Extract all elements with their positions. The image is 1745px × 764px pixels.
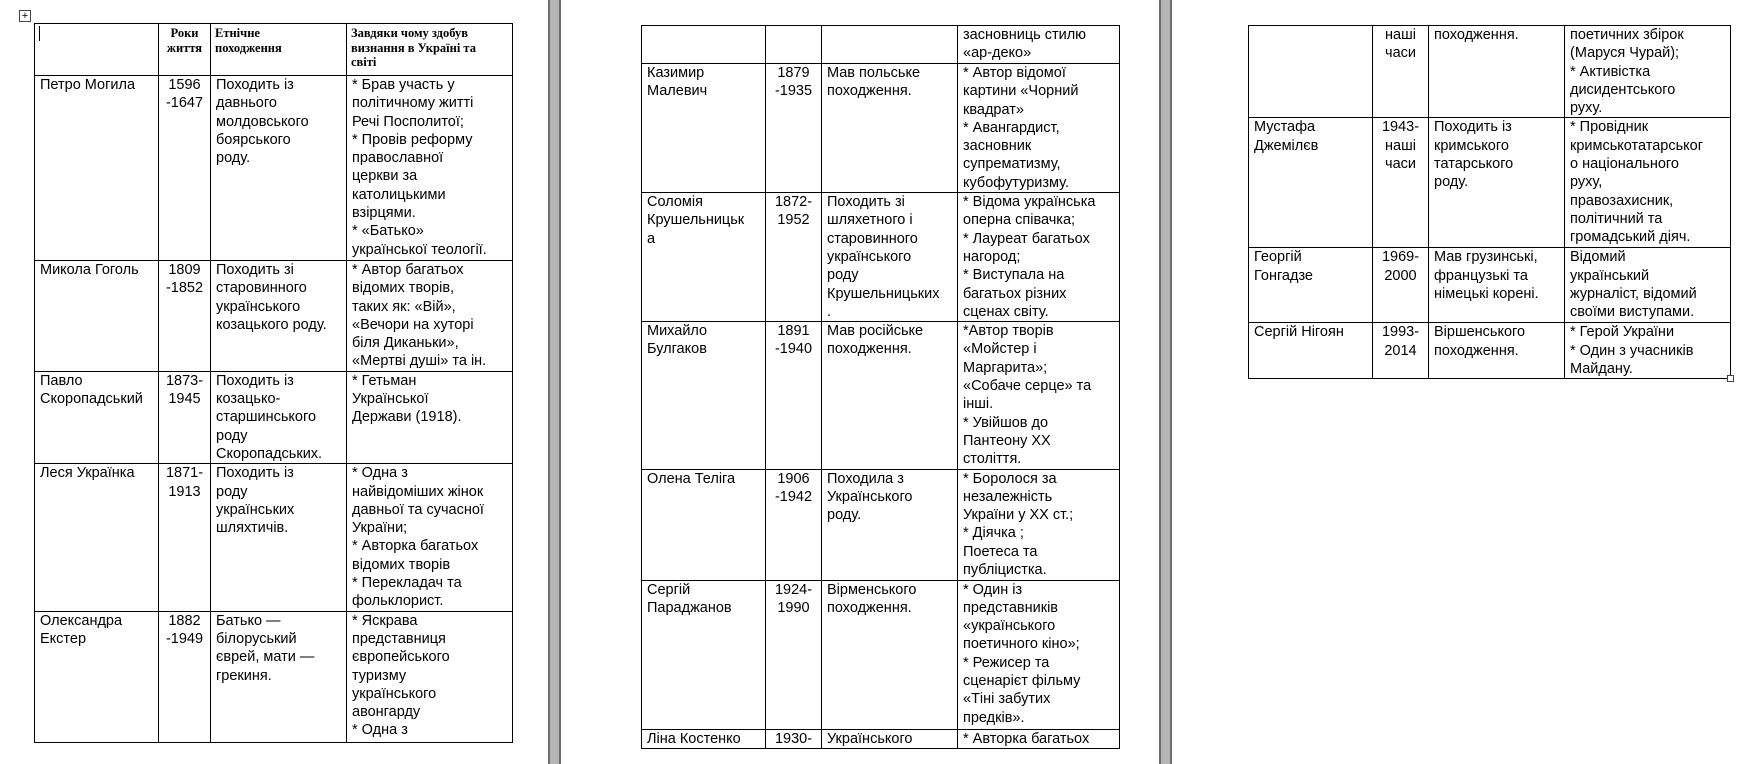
life-years: 1882 -1949 bbox=[159, 611, 211, 742]
achievements: * Одна з найвідоміших жінок давньої та сучасної України; * Авторка багатьох відомих творів * Перекладач та фольклорист. bbox=[347, 464, 513, 611]
life-years: 1809 -1852 bbox=[159, 261, 211, 372]
table-row bbox=[642, 322, 1120, 469]
person-name bbox=[1249, 26, 1373, 118]
achievements: Відомий український журналіст, відомий своїми виступами. bbox=[1565, 248, 1731, 323]
table-row bbox=[35, 611, 513, 742]
text-cursor bbox=[39, 26, 40, 41]
achievements: * Провідник кримськотатарськог о національного руху, правозахисник, політичний та громадський діяч. bbox=[1565, 118, 1731, 248]
achievements: засновниць стилю «ар-деко» bbox=[958, 26, 1120, 64]
person-name: Микола Гоголь bbox=[35, 261, 159, 372]
table-row bbox=[35, 371, 513, 463]
header-recognition: Завдяки чому здобув визнання в Україні та світі bbox=[347, 24, 513, 76]
ethnic-origin: Походить зі шляхетного і старовинного українського роду Крушельницьких . bbox=[822, 193, 958, 322]
achievements: * Авторка багатьох bbox=[958, 729, 1120, 748]
person-name: Леся Українка bbox=[35, 464, 159, 611]
achievements: * Яскрава представниця європейського туризму українського авонгарду * Одна з bbox=[347, 611, 513, 742]
table-row bbox=[642, 469, 1120, 580]
life-years: 1943- наші часи bbox=[1373, 118, 1429, 248]
table-header-row bbox=[35, 24, 513, 76]
person-name: Михайло Булгаков bbox=[642, 322, 766, 469]
ethnic-origin: Вірменського походження. bbox=[822, 580, 958, 729]
achievements: * Брав участь у політичному житті Речі Посполитої; * Провів реформу православної церкви за католицькими взірцями. * «Батько» української теології. bbox=[347, 76, 513, 261]
person-name: Мустафа Джемілєв bbox=[1249, 118, 1373, 248]
achievements: * Відома українська оперна співачка; * Лауреат багатьох нагород; * Виступала на багатьох різних сценах світу. bbox=[958, 193, 1120, 322]
achievements: * Боролося за незалежність України у ХХ ст.; * Діячка ; Поетеса та публіцистка. bbox=[958, 469, 1120, 580]
ethnic-origin: Походить із козацько- старшинського роду Скоропадських. bbox=[211, 371, 347, 463]
header-ethnic: Етнічне походження bbox=[211, 24, 347, 76]
table-resize-handle-icon[interactable] bbox=[1727, 375, 1734, 382]
achievements: поетичних збірок (Маруся Чурай); * Активістка дисидентського руху. bbox=[1565, 26, 1731, 118]
life-years: 1879 -1935 bbox=[766, 64, 822, 193]
person-name: Сергій Параджанов bbox=[642, 580, 766, 729]
ethnic-origin: Українського bbox=[822, 729, 958, 748]
table-row bbox=[1249, 118, 1731, 248]
person-name bbox=[642, 26, 766, 64]
document-page-1 bbox=[0, 0, 548, 764]
life-years: 1871- 1913 bbox=[159, 464, 211, 611]
document-page-3 bbox=[1172, 0, 1745, 764]
person-name: Олександра Екстер bbox=[35, 611, 159, 742]
life-years: наші часи bbox=[1373, 26, 1429, 118]
table-row bbox=[1249, 248, 1731, 323]
ethnic-origin: Мав грузинські, французькі та німецькі корені. bbox=[1429, 248, 1565, 323]
table-row bbox=[642, 193, 1120, 322]
person-name: Олена Теліга bbox=[642, 469, 766, 580]
person-name: Петро Могила bbox=[35, 76, 159, 261]
ethnic-origin: Батько — білоруський єврей, мати — грекиня. bbox=[211, 611, 347, 742]
document-page-2 bbox=[561, 0, 1159, 764]
table-move-handle-icon[interactable]: + bbox=[19, 10, 31, 22]
ethnic-origin: Мав польське походження. bbox=[822, 64, 958, 193]
ethnic-origin: Віршенського походження. bbox=[1429, 323, 1565, 379]
achievements: * Гетьман Української Держави (1918). bbox=[347, 371, 513, 463]
person-name: Ліна Костенко bbox=[642, 729, 766, 748]
table-page-2 bbox=[641, 25, 1120, 749]
table-row bbox=[35, 261, 513, 372]
ethnic-origin: Походить із давнього молдовського боярського роду. bbox=[211, 76, 347, 261]
page-separator bbox=[1159, 0, 1172, 764]
achievements: * Автор відомої картини «Чорний квадрат» * Авангардист, засновник супрематизму, кубофутуризму. bbox=[958, 64, 1120, 193]
header-name-cell[interactable] bbox=[35, 24, 159, 76]
life-years bbox=[766, 26, 822, 64]
achievements: * Автор багатьох відомих творів, таких як: «Вій», «Вечори на хуторі біля Диканьки», «Мертві душі» та ін. bbox=[347, 261, 513, 372]
ethnic-origin: походження. bbox=[1429, 26, 1565, 118]
table-page-1 bbox=[34, 23, 513, 743]
table-row bbox=[642, 64, 1120, 193]
table-row bbox=[642, 729, 1120, 748]
life-years: 1993- 2014 bbox=[1373, 323, 1429, 379]
achievements: * Один із представників «українського поетичного кіно»; * Режисер та сценарієт фільму «Тіні забутих предків». bbox=[958, 580, 1120, 729]
ethnic-origin: Походить зі старовинного українського козацького роду. bbox=[211, 261, 347, 372]
table-row bbox=[35, 464, 513, 611]
ethnic-origin: Походить із роду українських шляхтичів. bbox=[211, 464, 347, 611]
achievements: *Автор творів «Мойстер і Маргарита»; «Собаче серце» та інші. * Увійшов до Пантеону ХХ століття. bbox=[958, 322, 1120, 469]
life-years: 1596 -1647 bbox=[159, 76, 211, 261]
table-row bbox=[642, 580, 1120, 729]
life-years: 1906 -1942 bbox=[766, 469, 822, 580]
life-years: 1924- 1990 bbox=[766, 580, 822, 729]
table-page-3 bbox=[1248, 25, 1731, 379]
person-name: Сергій Нігоян bbox=[1249, 323, 1373, 379]
ethnic-origin: Мав російське походження. bbox=[822, 322, 958, 469]
header-years: Роки життя bbox=[159, 24, 211, 76]
person-name: Казимир Малевич bbox=[642, 64, 766, 193]
life-years: 1930- bbox=[766, 729, 822, 748]
page-separator bbox=[548, 0, 561, 764]
table-row bbox=[1249, 323, 1731, 379]
life-years: 1872- 1952 bbox=[766, 193, 822, 322]
table-row bbox=[35, 76, 513, 261]
ethnic-origin: Походила з Українського роду. bbox=[822, 469, 958, 580]
table-row bbox=[1249, 26, 1731, 118]
life-years: 1891 -1940 bbox=[766, 322, 822, 469]
achievements: * Герой України * Один з учасників Майдану. bbox=[1565, 323, 1731, 379]
person-name: Соломія Крушельницьк а bbox=[642, 193, 766, 322]
person-name: Павло Скоропадський bbox=[35, 371, 159, 463]
life-years: 1969- 2000 bbox=[1373, 248, 1429, 323]
ethnic-origin bbox=[822, 26, 958, 64]
table-row bbox=[642, 26, 1120, 64]
life-years: 1873- 1945 bbox=[159, 371, 211, 463]
ethnic-origin: Походить із кримського татарського роду. bbox=[1429, 118, 1565, 248]
person-name: Георгій Гонгадзе bbox=[1249, 248, 1373, 323]
